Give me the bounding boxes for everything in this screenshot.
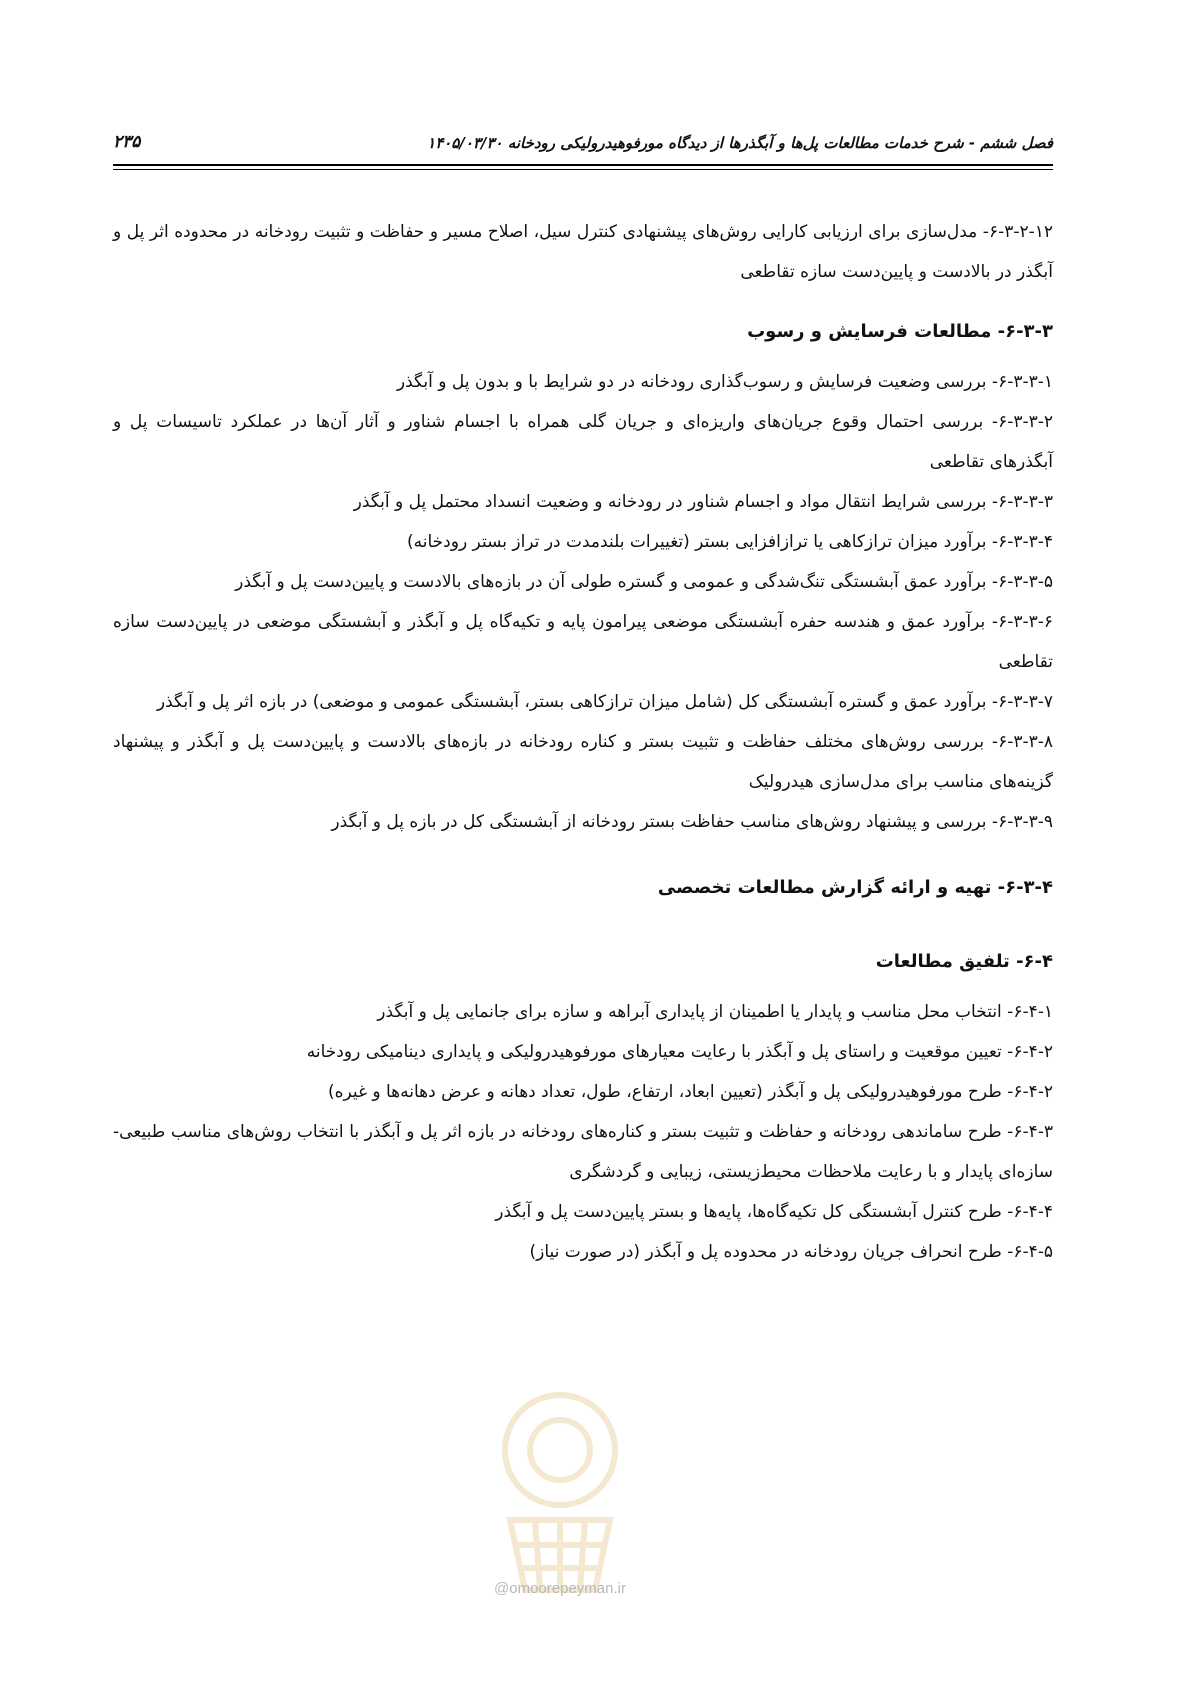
paragraph: ۶-۳-۳-۳- بررسی شرایط انتقال مواد و اجسام شناور در رودخانه و وضعیت انسداد محتمل پل و آبگذر xyxy=(353,492,1053,512)
header-title: فصل ششم - شرح خدمات مطالعات پل‌ها و آبگذرها از دیدگاه مورفوهیدرولیکی رودخانه ۱۴۰۵/۰۳/۳۰ xyxy=(427,134,1053,152)
page-number: ۲۳۵ xyxy=(113,132,141,152)
paragraph: ۶-۳-۳-۹- بررسی و پیشنهاد روش‌های مناسب حفاظت بستر رودخانه از آبشستگی کل در بازه پل و آبگذر xyxy=(331,812,1053,832)
paragraph: ۶-۳-۳-۲- بررسی احتمال وقوع جریان‌های واریزه‌ای و جریان گلی همراه با اجسام شناور و آثار آن‌ها در عملکرد تاسیسات پل و آبگذرهای تقاطعی xyxy=(113,412,1053,472)
paragraph: ۶-۳-۳-۶- برآورد عمق و هندسه حفره آبشستگی موضعی پیرامون پایه و تکیه‌گاه پل و آبگذر و آبشستگی موضعی در پایین‌دست سازه تقاطعی xyxy=(113,612,1053,672)
paragraph: ۶-۴-۲- تعیین موقعیت و راستای پل و آبگذر با رعایت معیارهای مورفوهیدرولیکی و پایداری دینامیکی رودخانه xyxy=(306,1042,1053,1062)
paragraph: ۶-۴-۱- انتخاب محل مناسب و پایدار یا اطمینان از پایداری آبراهه و سازه برای جانمایی پل و آبگذر xyxy=(377,1002,1053,1022)
paragraph: ۶-۳-۳-۵- برآورد عمق آبشستگی تنگ‌شدگی و عمومی و گستره طولی آن در بازه‌های بالادست و پایین‌دست پل و آبگذر xyxy=(235,572,1053,592)
section-heading: ۶-۳-۴- تهیه و ارائه گزارش مطالعات تخصصی xyxy=(657,877,1053,898)
paragraph: ۶-۴-۴- طرح کنترل آبشستگی کل تکیه‌گاه‌ها، پایه‌ها و بستر پایین‌دست پل و آبگذر xyxy=(495,1202,1053,1222)
running-header xyxy=(113,130,1053,158)
watermark-text: @omoorepeyman.ir xyxy=(494,1580,626,1597)
paragraph: ۶-۳-۲-۱۲- مدل‌سازی برای ارزیابی کارایی روش‌های پیشنهادی کنترل سیل، اصلاح مسیر و حفاظت و تثبیت رودخانه در محدوده اثر پل و آبگذر در بالادست و پایین‌دست سازه تقاطعی xyxy=(113,222,1053,282)
header-rule xyxy=(113,164,1053,166)
paragraph: ۶-۴-۲- طرح مورفوهیدرولیکی پل و آبگذر (تعیین ابعاد، ارتفاع، طول، تعداد دهانه و عرض دهانه‌ها و غیره) xyxy=(328,1082,1053,1102)
paragraph: ۶-۳-۳-۱- بررسی وضعیت فرسایش و رسوب‌گذاری رودخانه در دو شرایط با و بدون پل و آبگذر xyxy=(396,372,1053,392)
paragraph: ۶-۴-۵- طرح انحراف جریان رودخانه در محدوده پل و آبگذر (در صورت نیاز) xyxy=(529,1242,1053,1262)
watermark-logo xyxy=(470,1370,650,1610)
paragraph: ۶-۳-۳-۸- بررسی روش‌های مختلف حفاظت و تثبیت بستر و کناره رودخانه در بازه‌های بالادست و پایین‌دست پل و آبگذر و پیشنهاد گزینه‌های مناسب برای مدل‌سازی هیدرولیک xyxy=(113,732,1053,792)
paragraph: ۶-۳-۳-۴- برآورد میزان ترازکاهی یا ترازافزایی بستر (تغییرات بلندمدت در تراز بستر رودخانه) xyxy=(407,532,1053,552)
paragraph: ۶-۳-۳-۷- برآورد عمق و گستره آبشستگی کل (شامل میزان ترازکاهی بستر، آبشستگی عمومی و موضعی) در بازه اثر پل و آبگذر xyxy=(156,692,1053,712)
paragraph: ۶-۴-۳- طرح ساماندهی رودخانه و حفاظت و تثبیت بستر و کناره‌های رودخانه در بازه اثر پل و آبگذر با انتخاب روش‌های مناسب طبیعی- سازه‌ای پایدار و با رعایت ملاحظات محیط‌زیستی، زیبایی و گردشگری xyxy=(113,1122,1053,1182)
section-heading: ۶-۳-۳- مطالعات فرسایش و رسوب xyxy=(747,321,1053,342)
section-heading: ۶-۴- تلفیق مطالعات xyxy=(875,951,1053,972)
body-content xyxy=(113,212,1053,1272)
